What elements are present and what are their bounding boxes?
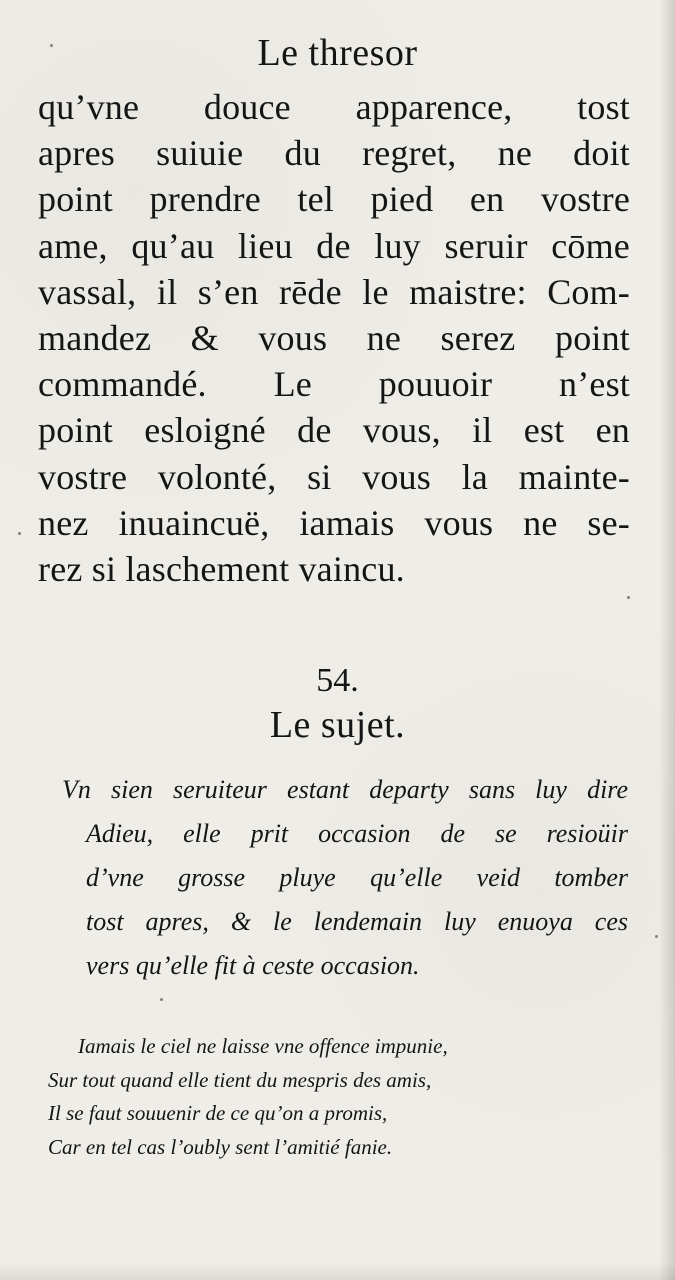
body-line: point prendre tel pied en vostre [38, 179, 630, 220]
body-line: ame, qu’au lieu de luy seruir cōme [38, 225, 630, 266]
ink-speck [160, 998, 163, 1001]
subject-line: Vn sien seruiteur estant departy sans luy dire [62, 775, 628, 804]
body-line: vassal, il s’en rēde le maistre: Com- [38, 271, 630, 312]
ink-speck [50, 44, 53, 47]
body-line: nez inuaincuë, iamais vous ne se- [38, 502, 630, 543]
page-bottom-shadow [0, 1262, 675, 1280]
subject-line: vers qu’elle fit à ceste occasion. [86, 951, 420, 980]
section-number: 54. [316, 662, 359, 699]
body-line: point esloigné de vous, il est en [38, 410, 630, 451]
page-edge-shadow [659, 0, 675, 1280]
subject-line: Adieu, elle prit occasion de se resioüir [86, 819, 628, 848]
ink-speck [655, 935, 658, 938]
body-line: vostre volonté, si vous la mainte- [38, 456, 630, 497]
poem-line: Il se faut souuenir de ce qu’on a promis, [48, 1101, 388, 1125]
poem-line: Sur tout quand elle tient du mespris des amis, [48, 1067, 432, 1092]
subject-line: d’vne grosse pluye qu’elle veid tomber [86, 863, 628, 892]
poem-line: Iamais le ciel ne laisse vne offence impunie, [78, 1034, 448, 1058]
body-line: apres suiuie du regret, ne doit [38, 133, 630, 174]
body-line: rez si laschement vaincu. [38, 549, 405, 590]
running-title: Le thresor [257, 32, 418, 74]
subject-line: tost apres, & le lendemain luy enuoya ces [86, 907, 628, 936]
body-paragraph [38, 84, 630, 592]
ink-speck [627, 596, 630, 599]
body-line: commandé. Le pouuoir n’est [38, 364, 630, 405]
section-title: Le sujet. [269, 704, 406, 746]
body-line: mandez & vous ne serez point [38, 318, 630, 359]
ink-speck [18, 532, 21, 535]
subject-paragraph [62, 768, 628, 988]
poem [48, 1030, 608, 1164]
body-line: qu’vne douce apparence, tost [38, 87, 630, 127]
poem-line: Car en tel cas l’oubly sent l’amitié fanie. [48, 1134, 393, 1159]
